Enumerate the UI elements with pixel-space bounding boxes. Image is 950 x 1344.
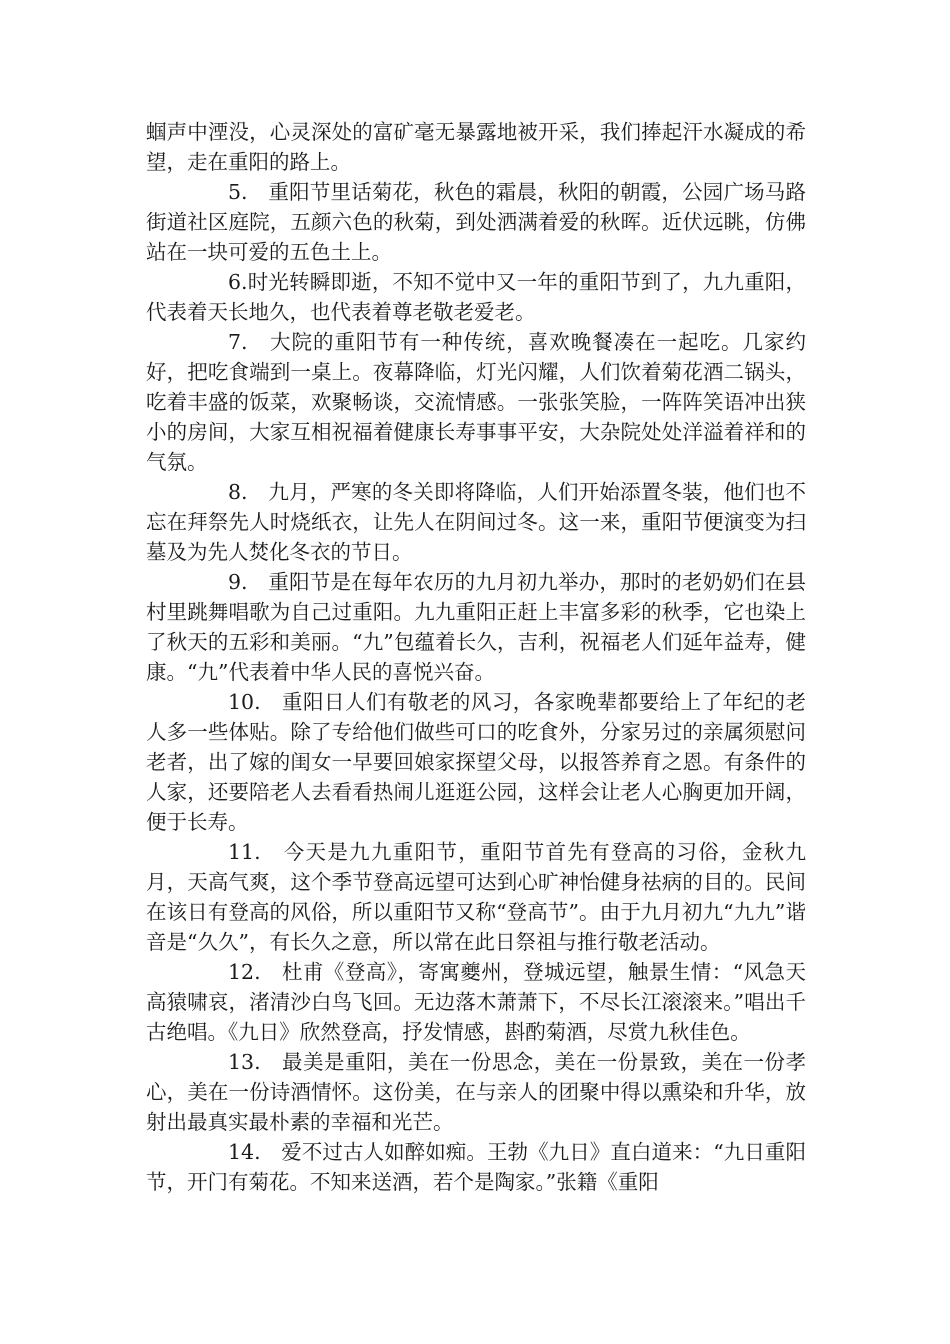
paragraph-item-11: 11. 今天是九九重阳节，重阳节首先有登高的习俗，金秋九月，天高气爽，这个季节登高远望可达到心旷神怡健身祛病的目的。民间在该日有登高的风俗，所以重阳节又称“登高节”。由于九月初九“九九”谐音是“久久”，有长久之意，所以常在此日祭祖与推行敬老活动。 <box>146 840 806 954</box>
paragraph-item-9: 9. 重阳节是在每年农历的九月初九举办，那时的老奶奶们在县村里跳舞唱歌为自己过重阳。九九重阳正赶上丰富多彩的秋季，它也染上了秋天的五彩和美丽。“九”包蕴着长久，吉利，祝福老人们延年益寿，健康。“九”代表着中华人民的喜悦兴奋。 <box>146 570 806 684</box>
document-page <box>146 117 806 1197</box>
paragraph-item-8: 8. 九月，严寒的冬关即将降临，人们开始添置冬装，他们也不忘在拜祭先人时烧纸衣，让先人在阴间过冬。这一来，重阳节便演变为扫墓及为先人焚化冬衣的节日。 <box>146 480 806 564</box>
paragraph-continuation: 蝈声中湮没，心灵深处的富矿毫无暴露地被开采，我们捧起汗水凝成的希望，走在重阳的路上。 <box>146 120 806 174</box>
paragraph-item-12: 12. 杜甫《登高》，寄寓夔州，登城远望，触景生情：“风急天高猿啸哀，渚清沙白鸟飞回。无边落木萧萧下，不尽长江滚滚来。”唱出千古绝唱。《九日》欣然登高，抒发情感，斟酌菊酒，尽赏九秋佳色。 <box>146 960 806 1044</box>
paragraph-item-6: 6.时光转瞬即逝，不知不觉中又一年的重阳节到了，九九重阳，代表着天长地久，也代表着尊老敬老爱老。 <box>146 270 806 324</box>
paragraph-item-5: 5. 重阳节里话菊花，秋色的霜晨，秋阳的朝霞，公园广场马路街道社区庭院，五颜六色的秋菊，到处洒满着爱的秋晖。近伏远眺，仿佛站在一块可爱的五色土上。 <box>146 180 806 264</box>
paragraph-item-10: 10. 重阳日人们有敬老的风习，各家晚辈都要给上了年纪的老人多一些体贴。除了专给他们做些可口的吃食外，分家另过的亲属须慰问老者，出了嫁的闺女一早要回娘家探望父母，以报答养育之恩。有条件的人家，还要陪老人去看看热闹儿逛逛公园，这样会让老人心胸更加开阔，便于长寿。 <box>146 690 806 834</box>
paragraph-item-7: 7. 大院的重阳节有一种传统，喜欢晚餐凑在一起吃。几家约好，把吃食端到一桌上。夜幕降临，灯光闪耀，人们饮着菊花酒二锅头，吃着丰盛的饭菜，欢聚畅谈，交流情感。一张张笑脸，一阵阵笑语冲出狭小的房间，大家互相祝福着健康长寿事事平安，大杂院处处洋溢着祥和的气氛。 <box>146 330 806 474</box>
paragraph-item-13: 13. 最美是重阳，美在一份思念，美在一份景致，美在一份孝心，美在一份诗酒情怀。这份美，在与亲人的团聚中得以熏染和升华，放射出最真实最朴素的幸福和光芒。 <box>146 1050 806 1134</box>
paragraph-item-14: 14. 爱不过古人如醉如痴。王勃《九日》直白道来：“九日重阳节，开门有菊花。不知来送酒，若个是陶家。”张籍《重阳 <box>146 1140 806 1194</box>
